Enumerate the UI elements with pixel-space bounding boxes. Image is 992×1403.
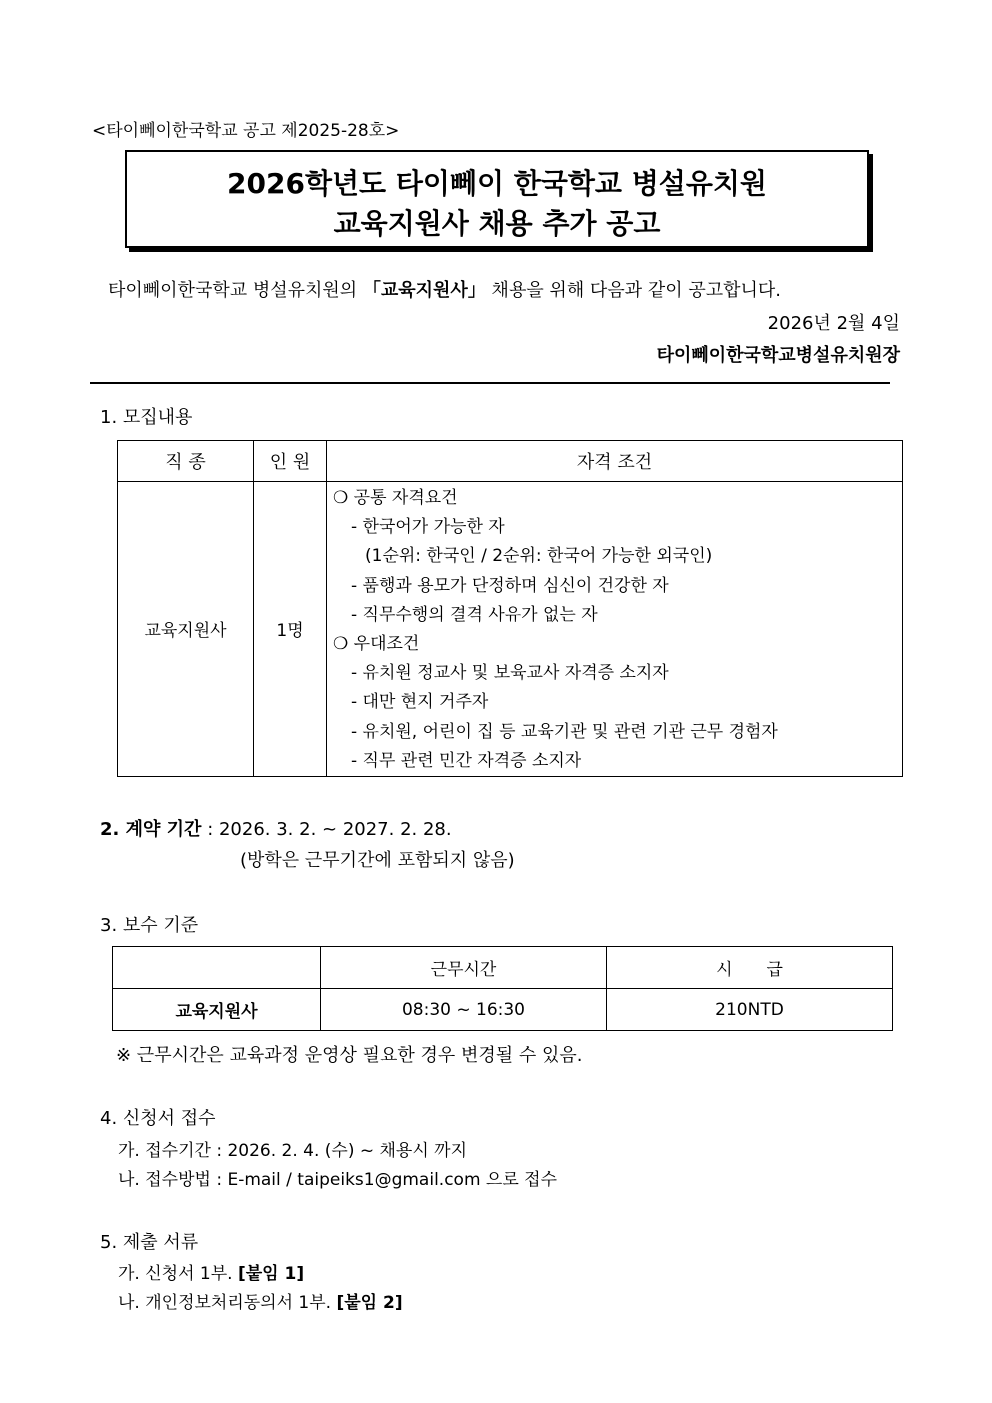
pay-note: ※ 근무시간은 교육과정 운영상 필요한 경우 변경될 수 있음. (116, 1045, 583, 1066)
pay-header-hours: 근무시간 (321, 947, 607, 989)
divider (90, 382, 890, 384)
qualifications-cell (327, 482, 903, 777)
section2-heading: 2. 계약 기간 (100, 819, 202, 840)
intro-highlight: 「교육지원사」 (362, 280, 486, 301)
document-item (118, 1259, 304, 1284)
pay-header-blank (113, 947, 321, 989)
recruitment-table (117, 440, 903, 777)
qual-item-note: (1순위: 한국인 / 2순위: 한국어 가능한 외국인) (365, 546, 713, 567)
document-text: 나. 개인정보처리동의서 1부. (118, 1293, 337, 1313)
title-line-1: 2026학년도 타이뻬이 한국학교 병설유치원 (227, 167, 767, 200)
qual-item: - 대만 현지 거주자 (351, 692, 489, 713)
section4-heading: 4. 신청서 접수 (100, 1108, 216, 1129)
document-text: 가. 신청서 1부. (118, 1264, 238, 1284)
intro-prefix: 타이뻬이한국학교 병설유치원의 (108, 280, 363, 301)
notice-date: 2026년 2월 4일 (767, 313, 900, 334)
application-method: 나. 접수방법 : E-mail / taipeiks1@gmail.com 으로 접수 (118, 1170, 558, 1190)
intro-text (108, 276, 781, 302)
qual-heading-preferred: ❍ 우대조건 (333, 633, 420, 654)
header-count: 인 원 (254, 441, 327, 482)
title-line-2: 교육지원사 채용 추가 공고 (333, 207, 661, 240)
notice-number: <타이뻬이한국학교 공고 제2025-28호> (92, 121, 400, 141)
application-period: 가. 접수기간 : 2026. 2. 4. (수) ~ 채용시 까지 (118, 1141, 468, 1161)
count-cell: 1명 (254, 482, 327, 777)
qual-item: - 품행과 용모가 단정하며 심신이 건강한 자 (351, 575, 669, 596)
qual-item: - 직무 관련 민간 자격증 소지자 (351, 750, 582, 771)
attachment-label: [붙임 1] (237, 1264, 305, 1284)
qual-heading-common: ❍ 공통 자격요건 (333, 488, 458, 508)
qual-item: - 유치원 정교사 및 보육교사 자격증 소지자 (351, 663, 669, 684)
attachment-label: [붙임 2] (336, 1293, 403, 1313)
section3-heading: 3. 보수 기준 (100, 915, 199, 936)
document-item (118, 1288, 403, 1313)
qual-item: - 직무수행의 결격 사유가 없는 자 (351, 604, 598, 625)
header-qualifications: 자격 조건 (327, 441, 903, 482)
pay-header-wage: 시 급 (607, 947, 893, 989)
pay-row-hours: 08:30 ~ 16:30 (321, 989, 607, 1031)
job-cell: 교육지원사 (118, 482, 254, 777)
pay-table (112, 946, 893, 1031)
intro-suffix: 채용을 위해 다음과 같이 공고합니다. (485, 280, 781, 301)
section1-heading: 1. 모집내용 (100, 407, 193, 428)
section2-line (100, 815, 452, 841)
section5-heading: 5. 제출 서류 (100, 1232, 199, 1253)
pay-row-label: 교육지원사 (113, 989, 321, 1031)
title-box (125, 150, 869, 248)
header-job: 직 종 (118, 441, 254, 482)
qual-item: - 유치원, 어린이 집 등 교육기관 및 관련 기관 근무 경험자 (351, 721, 778, 742)
pay-row-wage: 210NTD (607, 989, 893, 1031)
contract-note: (방학은 근무기간에 포함되지 않음) (240, 850, 515, 871)
qual-item: - 한국어가 가능한 자 (351, 517, 505, 538)
contract-period: : 2026. 3. 2. ~ 2027. 2. 28. (207, 819, 452, 840)
issuer: 타이뻬이한국학교병설유치원장 (656, 345, 900, 366)
